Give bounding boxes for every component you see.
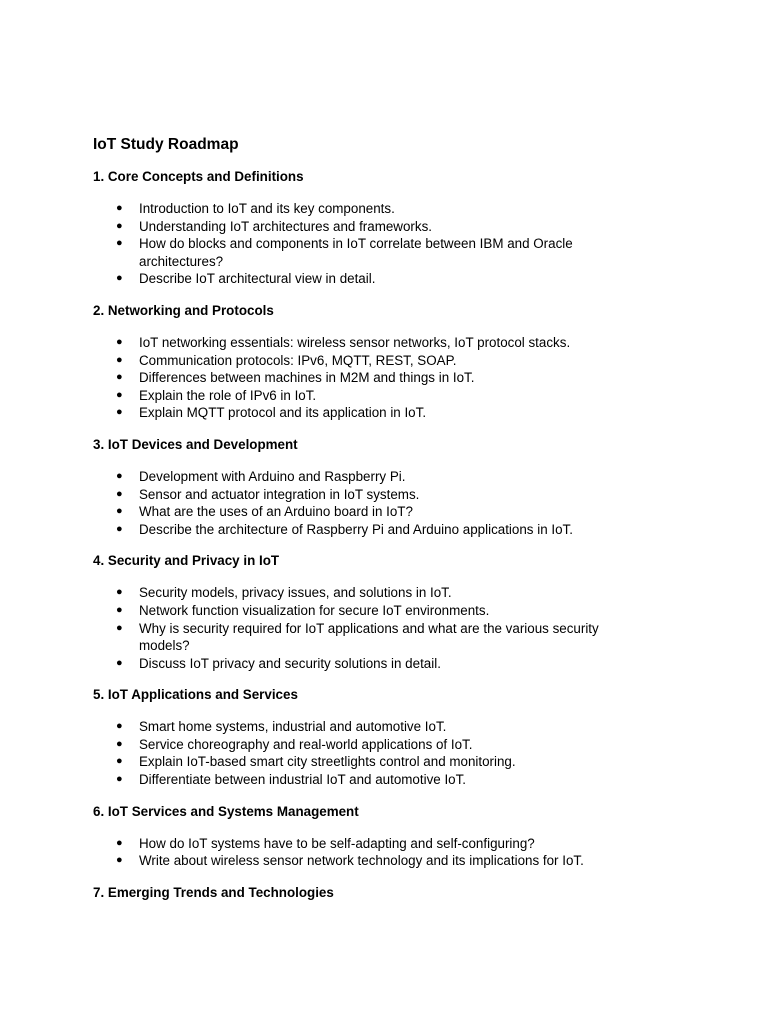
list-item-text: What are the uses of an Arduino board in IoT? — [139, 504, 413, 520]
list-item — [93, 655, 653, 673]
list-item-text: Sensor and actuator integration in IoT systems. — [139, 486, 420, 502]
document-content — [93, 134, 653, 916]
list-item-text: Development with Arduino and Raspberry Pi. — [139, 468, 406, 484]
list-item-text: Explain IoT-based smart city streetlights control and monitoring. — [139, 754, 516, 770]
list-item-text: Network function visualization for secure IoT environments. — [139, 602, 490, 618]
bullet-icon: ● — [116, 522, 123, 535]
section-heading: 3. IoT Devices and Development — [93, 436, 298, 452]
list-item — [93, 753, 653, 771]
list-item — [93, 468, 653, 486]
list-item — [93, 835, 653, 853]
bullet-icon: ● — [116, 272, 123, 285]
list-item — [93, 270, 653, 288]
bullet-icon: ● — [116, 737, 123, 750]
bullet-list — [93, 718, 653, 788]
bullet-list — [93, 584, 653, 672]
bullet-icon: ● — [116, 603, 123, 616]
list-item-text: How do blocks and components in IoT correlate between IBM and Oracle architectures? — [139, 236, 573, 269]
section-heading: 6. IoT Services and Systems Management — [93, 803, 359, 819]
list-item — [93, 620, 653, 655]
list-item-text: Discuss IoT privacy and security solutions in detail. — [139, 655, 441, 671]
bullet-icon: ● — [116, 353, 123, 366]
sections-container — [93, 168, 653, 902]
section-heading: 5. IoT Applications and Services — [93, 687, 298, 703]
list-item-text: Differentiate between industrial IoT and automotive IoT. — [139, 772, 467, 788]
bullet-icon: ● — [116, 773, 123, 786]
list-item-text: Introduction to IoT and its key components. — [139, 201, 395, 216]
document-title: IoT Study Roadmap — [93, 136, 239, 153]
list-item — [93, 369, 653, 387]
bullet-icon: ● — [116, 371, 123, 384]
list-item-text: Security models, privacy issues, and solutions in IoT. — [139, 585, 452, 601]
bullet-icon: ● — [116, 836, 123, 849]
list-item — [93, 503, 653, 521]
bullet-icon: ● — [116, 388, 123, 401]
list-item-text: Why is security required for IoT applications and what are the various security models? — [139, 620, 599, 654]
bullet-icon: ● — [116, 406, 123, 419]
list-item — [93, 852, 653, 870]
list-item-text: Communication protocols: IPv6, MQTT, REST, SOAP. — [139, 352, 457, 368]
bullet-icon: ● — [116, 335, 123, 348]
bullet-icon: ● — [116, 505, 123, 518]
bullet-icon: ● — [116, 487, 123, 500]
list-item-text: Smart home systems, industrial and automotive IoT. — [139, 719, 447, 735]
list-item — [93, 736, 653, 754]
bullet-icon: ● — [116, 219, 123, 232]
list-item — [93, 404, 653, 422]
bullet-list — [93, 334, 653, 422]
list-item — [93, 486, 653, 504]
bullet-icon: ● — [116, 854, 123, 867]
list-item — [93, 235, 653, 270]
list-item-text: Explain the role of IPv6 in IoT. — [139, 387, 317, 403]
list-item-text: How do IoT systems have to be self-adapting and self-configuring? — [139, 835, 535, 851]
bullet-icon: ● — [116, 469, 123, 482]
list-item — [93, 218, 653, 236]
bullet-icon: ● — [116, 202, 123, 214]
list-item-text: Describe the architecture of Raspberry Pi and Arduino applications in IoT. — [139, 521, 573, 537]
section-heading: 1. Core Concepts and Definitions — [93, 169, 304, 184]
list-item — [93, 352, 653, 370]
section-heading: 7. Emerging Trends and Technologies — [93, 884, 334, 900]
bullet-list — [93, 835, 653, 870]
list-item-text: Differences between machines in M2M and things in IoT. — [139, 370, 475, 386]
bullet-icon: ● — [116, 586, 123, 599]
list-item — [93, 584, 653, 602]
bullet-list — [93, 468, 653, 538]
list-item-text: Write about wireless sensor network technology and its implications for IoT. — [139, 853, 584, 869]
bullet-icon: ● — [116, 656, 123, 669]
section-heading: 2. Networking and Protocols — [93, 302, 274, 318]
bullet-list — [93, 200, 653, 288]
bullet-icon: ● — [116, 720, 123, 733]
list-item — [93, 521, 653, 539]
list-item-text: Explain MQTT protocol and its application in IoT. — [139, 405, 427, 421]
list-item-text: Understanding IoT architectures and frameworks. — [139, 218, 432, 234]
bullet-icon: ● — [116, 237, 123, 250]
list-item — [93, 771, 653, 789]
list-item — [93, 718, 653, 736]
list-item — [93, 334, 653, 352]
bullet-icon: ● — [116, 621, 123, 634]
list-item-text: Service choreography and real-world applications of IoT. — [139, 736, 473, 752]
list-item — [93, 387, 653, 405]
list-item-text: IoT networking essentials: wireless sensor networks, IoT protocol stacks. — [139, 334, 571, 350]
list-item — [93, 602, 653, 620]
section-heading: 4. Security and Privacy in IoT — [93, 553, 280, 569]
list-item-text: Describe IoT architectural view in detail. — [139, 271, 376, 287]
list-item — [93, 200, 653, 218]
bullet-icon: ● — [116, 755, 123, 768]
